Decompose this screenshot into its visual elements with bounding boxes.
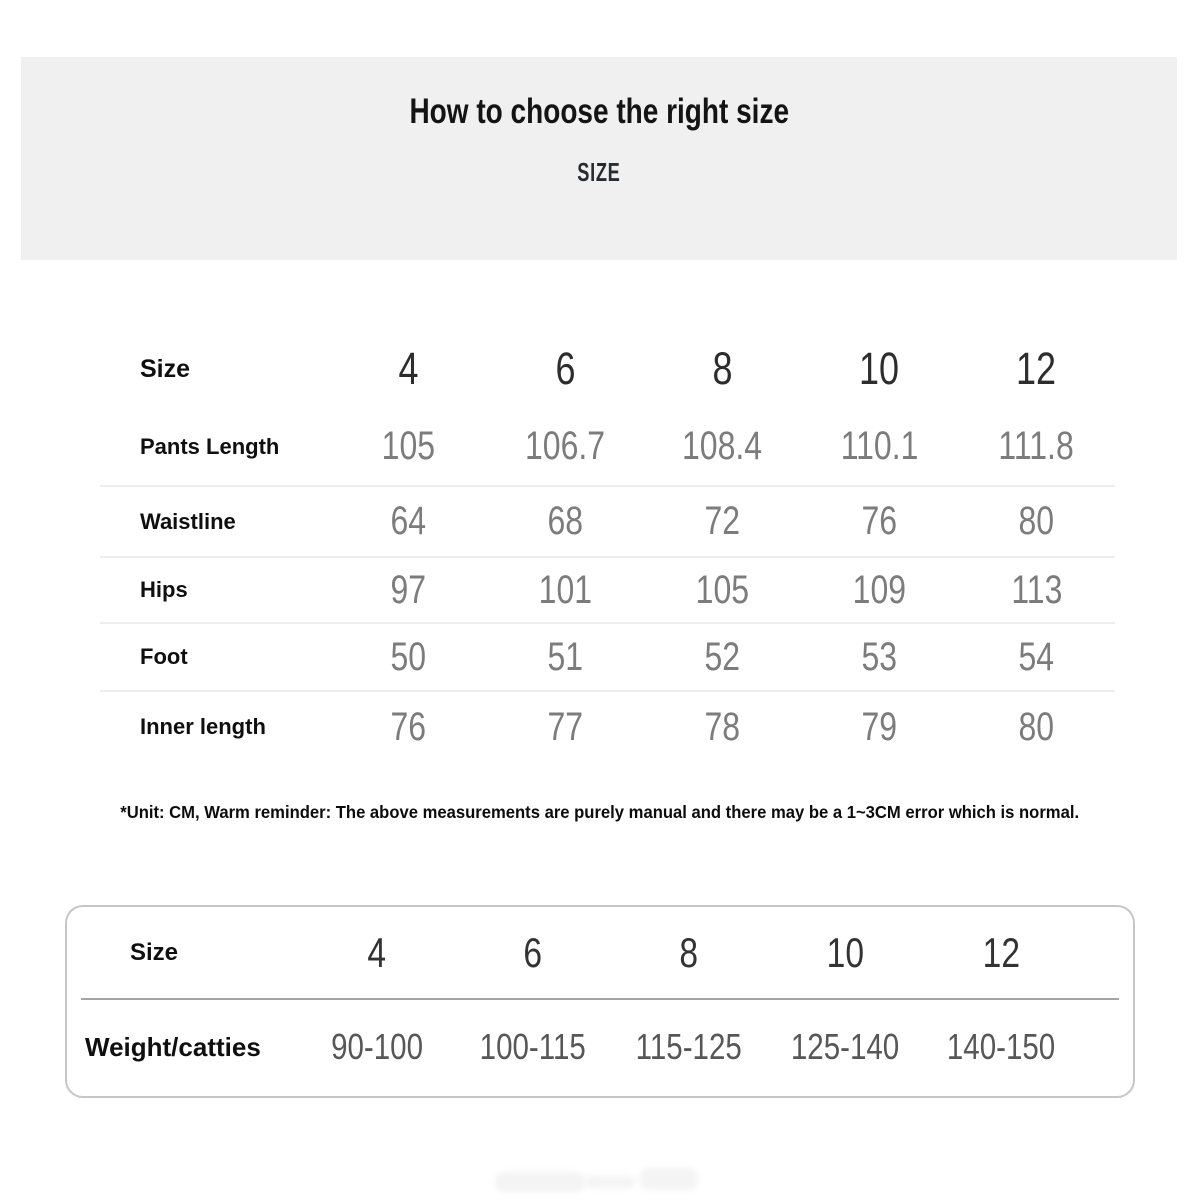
cell-value: 78 (704, 704, 741, 749)
size-subtitle: SIZE (577, 157, 621, 187)
weight-size-column-4: 4 (367, 928, 387, 976)
table-row-hips (100, 558, 1115, 624)
cell-value: 109 (852, 567, 907, 612)
weight-size-column-6: 6 (523, 928, 543, 976)
cell-value: 77 (547, 704, 584, 749)
cell-value: 54 (1018, 634, 1055, 679)
cell-value: 52 (704, 634, 741, 679)
cell-value: 72 (704, 499, 741, 543)
cell-value: 106.7 (525, 424, 606, 468)
size-column-8: 8 (712, 343, 733, 394)
weight-cell-value: 125-140 (790, 1026, 900, 1067)
cell-value: 76 (390, 704, 427, 749)
cell-value: 97 (390, 567, 427, 612)
table-row-inner-length (100, 692, 1115, 762)
cell-value: 51 (547, 634, 584, 679)
cell-value: 105 (695, 567, 750, 612)
size-column-12: 12 (1016, 343, 1057, 394)
size-measurements-table (100, 330, 1115, 762)
size-column-10: 10 (859, 343, 900, 394)
table-row-waistline (100, 487, 1115, 558)
cell-value: 76 (861, 499, 898, 543)
weight-size-header-label: Size (130, 938, 179, 966)
faded-watermark (640, 1168, 698, 1190)
cell-value: 101 (538, 567, 593, 612)
weight-size-column-12: 12 (982, 928, 1020, 976)
cell-value: 53 (861, 634, 898, 679)
table-row-pants-length (100, 408, 1115, 487)
weight-cell-value: 140-150 (946, 1026, 1056, 1067)
size-header-label: Size (140, 354, 191, 383)
cell-value: 111.8 (998, 424, 1075, 468)
page-title: How to choose the right size (409, 92, 789, 131)
weight-table (65, 905, 1135, 1098)
cell-value: 105 (381, 424, 436, 468)
cell-value: 79 (861, 704, 898, 749)
cell-value: 80 (1018, 704, 1055, 749)
cell-value: 113 (1010, 567, 1063, 612)
cell-value: 64 (390, 499, 427, 543)
table-row-foot (100, 624, 1115, 692)
faded-watermark (585, 1176, 635, 1188)
weight-size-column-8: 8 (679, 928, 699, 976)
size-column-4: 4 (398, 343, 419, 394)
row-label: Hips (140, 577, 188, 602)
row-label: Inner length (140, 714, 266, 739)
weight-size-column-10: 10 (826, 928, 864, 976)
row-label: Waistline (140, 508, 236, 534)
weight-row-label: Weight/catties (85, 1031, 261, 1062)
measurement-note: *Unit: CM, Warm reminder: The above measurements are purely manual and there may be a 1~3CM error which is normal. (120, 802, 1080, 822)
cell-value: 110.1 (840, 424, 919, 468)
cell-value: 108.4 (682, 424, 763, 468)
row-label: Pants Length (140, 433, 280, 459)
weight-cell-value: 115-125 (635, 1026, 743, 1067)
weight-table-value-row (67, 1000, 1133, 1094)
size-column-6: 6 (555, 343, 576, 394)
weight-cell-value: 90-100 (331, 1026, 423, 1067)
cell-value: 68 (547, 499, 584, 543)
weight-table-header-row (67, 907, 1133, 998)
faded-watermark (495, 1172, 585, 1192)
cell-value: 50 (390, 634, 427, 679)
size-table-header-row (100, 330, 1115, 408)
cell-value: 80 (1018, 499, 1055, 543)
row-label: Foot (140, 644, 188, 669)
header-banner (21, 57, 1177, 260)
weight-cell-value: 100-115 (479, 1026, 587, 1067)
